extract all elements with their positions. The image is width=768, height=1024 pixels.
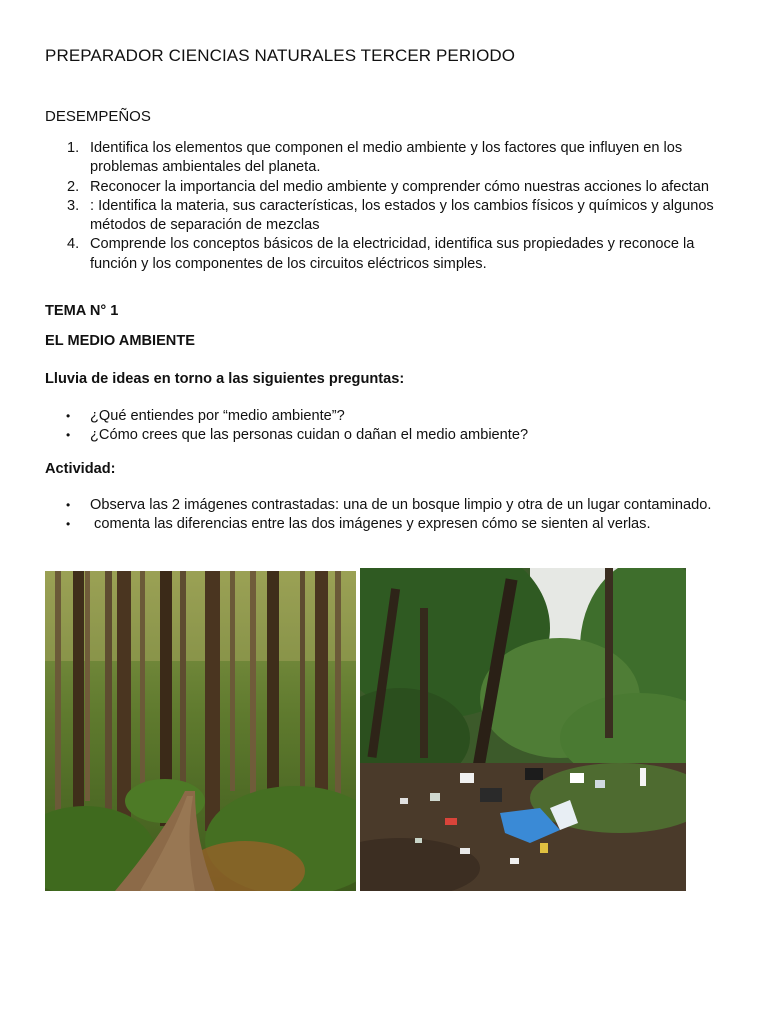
- polluted-forest-illustration: [360, 568, 686, 891]
- list-item-text: ¿Qué entiendes por “medio ambiente”?: [90, 408, 345, 424]
- list-item: [45, 496, 725, 515]
- list-item: [45, 139, 725, 178]
- questions-list: [45, 407, 725, 444]
- list-item: [45, 515, 725, 534]
- brainstorm-heading: Lluvia de ideas en torno a las siguientes preguntas:: [45, 371, 405, 387]
- list-item: [45, 235, 725, 274]
- list-item: [45, 426, 725, 445]
- theme-title: EL MEDIO AMBIENTE: [45, 333, 195, 349]
- list-item-text: Observa las 2 imágenes contrastadas: una de un bosque limpio y otra de un lugar contaminado.: [90, 497, 712, 513]
- bullet-icon: •: [66, 409, 71, 423]
- list-item: [45, 407, 725, 426]
- bullet-icon: •: [66, 427, 71, 442]
- list-number: 2.: [67, 178, 80, 195]
- theme-number: TEMA N° 1: [45, 303, 119, 319]
- activities-list: [45, 496, 725, 533]
- list-number: 1.: [67, 140, 80, 156]
- list-item-text: Identifica los elementos que componen el medio ambiente y los factores que influyen en los problemas ambientales del planeta.: [90, 140, 683, 176]
- bullet-icon: •: [66, 516, 71, 531]
- list-item-text: : Identifica la materia, sus características, los estados y los cambios físicos y químicos y algunos métodos de separación de mezclas: [90, 197, 714, 234]
- clean-forest-illustration: [45, 571, 356, 891]
- document-title: PREPARADOR CIENCIAS NATURALES TERCER PERIODO: [45, 46, 516, 65]
- polluted-forest-photo: [360, 568, 686, 891]
- list-item-text: comenta las diferencias entre las dos imágenes y expresen cómo se sienten al verlas.: [90, 515, 651, 532]
- activity-heading: Actividad:: [45, 461, 116, 477]
- list-item: [45, 197, 725, 236]
- list-item: [45, 178, 725, 197]
- list-item-text: ¿Cómo crees que las personas cuidan o dañan el medio ambiente?: [90, 426, 529, 443]
- list-number: 4.: [67, 236, 80, 253]
- performances-list: [45, 139, 725, 274]
- clean-forest-photo: [45, 571, 356, 891]
- bullet-icon: •: [66, 498, 71, 512]
- list-item-text: Reconocer la importancia del medio ambiente y comprender cómo nuestras acciones lo afectan: [90, 178, 709, 195]
- list-item-text: Comprende los conceptos básicos de la electricidad, identifica sus propiedades y reconoce la función y los componentes de los circuitos eléctricos simples.: [90, 236, 695, 272]
- list-number: 3.: [67, 197, 80, 214]
- section-heading-performances: DESEMPEÑOS: [45, 108, 151, 125]
